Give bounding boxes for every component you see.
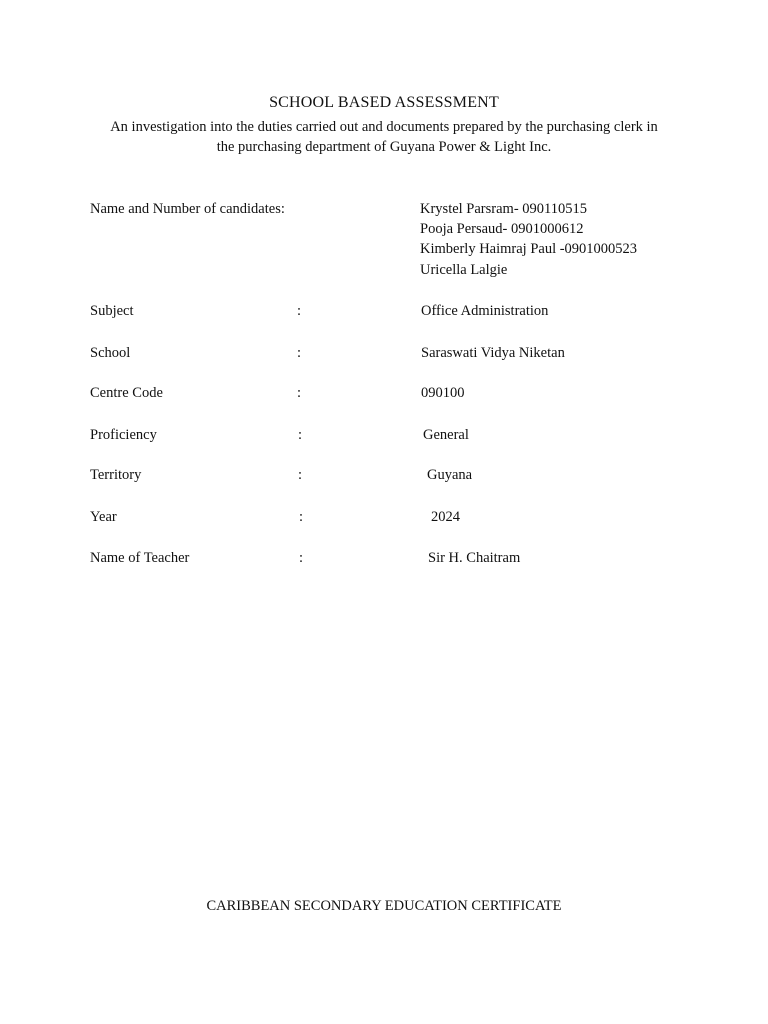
subject-label: Subject [90, 303, 134, 319]
candidate-name-1: Krystel Parsram- 090110515 [420, 201, 587, 217]
candidates-label: Name and Number of candidates: [90, 201, 285, 217]
territory-value: Guyana [427, 467, 473, 483]
candidate-name-4: Uricella Lalgie [420, 262, 508, 278]
teacher-separator: : [299, 550, 304, 566]
certificate-footer: CARIBBEAN SECONDARY EDUCATION CERTIFICATE [206, 898, 562, 914]
document-title: SCHOOL BASED ASSESSMENT [269, 94, 499, 111]
year-label: Year [90, 509, 117, 525]
document-subtitle-line-1: An investigation into the duties carried out and documents prepared by the purchasing clerk in [110, 119, 658, 135]
document-subtitle-line-2: the purchasing department of Guyana Power & Light Inc. [216, 139, 552, 155]
subject-value: Office Administration [421, 303, 549, 319]
teacher-value: Sir H. Chaitram [428, 550, 521, 566]
centre-code-value: 090100 [421, 385, 465, 401]
subject-separator: : [297, 303, 302, 319]
school-separator: : [297, 345, 302, 361]
territory-label: Territory [90, 467, 142, 483]
proficiency-value: General [423, 427, 469, 443]
year-separator: : [299, 509, 304, 525]
centre-code-label: Centre Code [90, 385, 163, 401]
school-value: Saraswati Vidya Niketan [421, 345, 565, 361]
school-label: School [90, 345, 131, 361]
year-value: 2024 [431, 509, 460, 525]
candidate-name-3: Kimberly Haimraj Paul -0901000523 [420, 241, 638, 257]
teacher-label: Name of Teacher [90, 550, 190, 566]
territory-separator: : [298, 467, 303, 483]
centre-code-separator: : [297, 385, 302, 401]
proficiency-label: Proficiency [90, 427, 157, 443]
candidate-name-2: Pooja Persaud- 0901000612 [420, 221, 584, 237]
proficiency-separator: : [298, 427, 303, 443]
